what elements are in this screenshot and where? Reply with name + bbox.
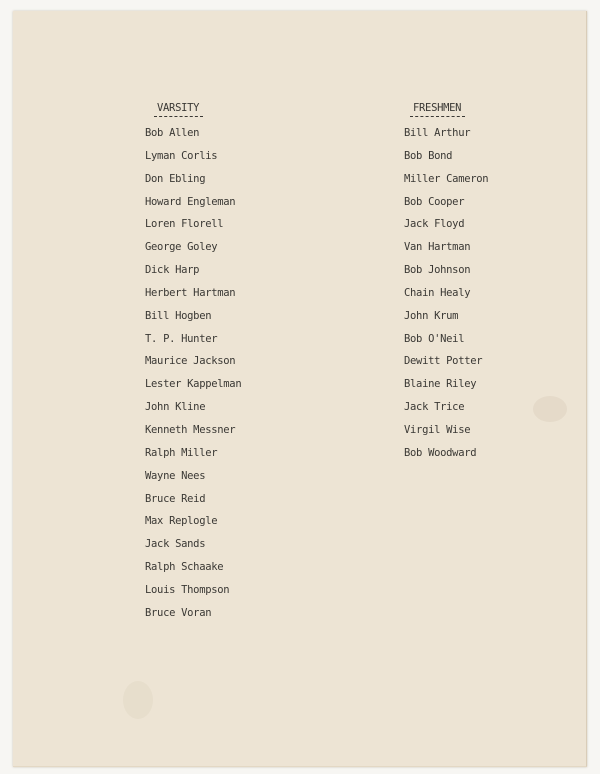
roster-name: Dewitt Potter	[404, 355, 483, 368]
freshmen-column	[404, 100, 488, 465]
heading-underline	[410, 116, 465, 117]
roster-name: Ralph Miller	[145, 446, 218, 459]
roster-name: Bill Arthur	[404, 127, 471, 139]
freshmen-heading	[413, 100, 461, 116]
roster-name: Jack Trice	[404, 401, 465, 414]
roster-name: Bob Allen	[145, 127, 200, 139]
roster-name: Herbert Hartman	[145, 286, 236, 299]
roster-name: Bob Cooper	[404, 195, 465, 208]
paper-smudge	[533, 396, 567, 422]
paper-smudge	[123, 681, 153, 719]
roster-name: Bob Johnson	[404, 264, 471, 277]
roster-name: T. P. Hunter	[145, 332, 218, 345]
roster-name: Virgil Wise	[404, 423, 471, 436]
roster-name: Miller Cameron	[404, 172, 489, 185]
roster-name: Loren Florell	[145, 218, 224, 231]
roster-name: Dick Harp	[145, 264, 200, 277]
freshmen-heading-text: FRESHMEN	[413, 102, 462, 114]
roster-name: Bob Woodward	[404, 446, 477, 459]
typed-roster-page	[13, 11, 587, 767]
heading-underline	[154, 116, 203, 117]
roster-name: Kenneth Messner	[145, 423, 236, 436]
roster-name: John Kline	[145, 401, 206, 414]
roster-name: George Goley	[145, 241, 218, 254]
roster-name: John Krum	[404, 309, 459, 322]
roster-name: Bruce Voran	[145, 606, 212, 619]
freshmen-name-list	[404, 122, 488, 465]
roster-name: Lyman Corlis	[145, 149, 218, 162]
roster-name: Bob O'Neil	[404, 332, 465, 345]
roster-name: Bruce Reid	[145, 492, 206, 505]
roster-name: Bill Hogben	[145, 309, 212, 322]
roster-name: Van Hartman	[404, 241, 471, 254]
roster-name: Don Ebling	[145, 172, 206, 185]
roster-name: Max Replogle	[145, 515, 218, 528]
varsity-heading-text: VARSITY	[157, 102, 200, 114]
roster-name: Wayne Nees	[145, 469, 206, 482]
varsity-heading	[157, 100, 199, 116]
roster-name: Jack Floyd	[404, 218, 465, 231]
roster-name: Blaine Riley	[404, 378, 477, 391]
varsity-column	[145, 100, 241, 625]
varsity-name-list	[145, 122, 241, 625]
roster-name: Jack Sands	[145, 538, 206, 551]
roster-name: Ralph Schaake	[145, 561, 224, 574]
roster-name: Louis Thompson	[145, 583, 230, 596]
roster-name: Bob Bond	[404, 149, 453, 162]
roster-name: Chain Healy	[404, 286, 471, 299]
roster-name: Maurice Jackson	[145, 355, 236, 368]
roster-name: Howard Engleman	[145, 195, 236, 208]
roster-name: Lester Kappelman	[145, 378, 242, 391]
